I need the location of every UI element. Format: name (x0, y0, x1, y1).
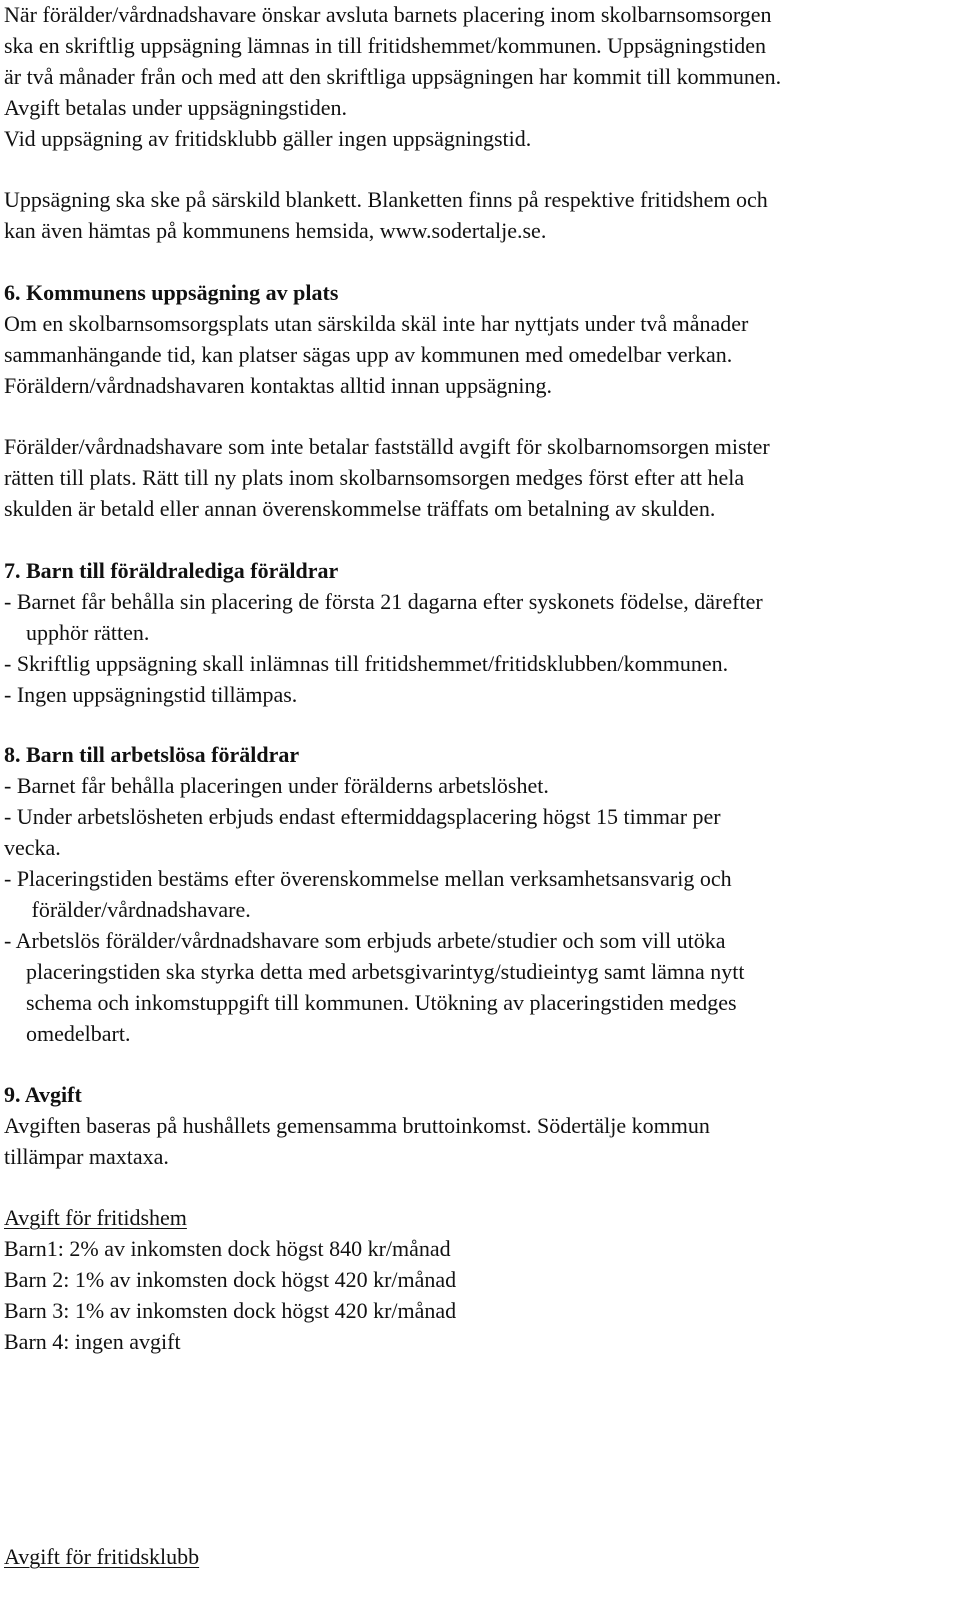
section-8-item: vecka. (4, 835, 61, 860)
section-9-heading: 9. Avgift (4, 1082, 82, 1107)
section-8-item: omedelbart. (4, 1021, 131, 1046)
fritidshem-fee-line: Barn1: 2% av inkomsten dock högst 840 kr/månad (4, 1236, 451, 1261)
fritidsklubb-title: Avgift för fritidsklubb (4, 1544, 200, 1569)
section-8-item: - Barnet får behålla placeringen under förälderns arbetslöshet. (4, 773, 549, 798)
section-6-line: sammanhängande tid, kan platser sägas upp av kommunen med omedelbar verkan. (4, 342, 733, 367)
intro-line: ska en skriftlig uppsägning lämnas in till fritidshemmet/kommunen. Uppsägningstiden (4, 33, 766, 58)
blankett-line: kan även hämtas på kommunens hemsida, www.sodertalje.se. (4, 218, 547, 243)
section-7-heading: 7. Barn till föräldralediga föräldrar (4, 558, 339, 583)
intro-line: Avgift betalas under uppsägningstiden. (4, 95, 347, 120)
intro-line: När förälder/vårdnadshavare önskar avsluta barnets placering inom skolbarnsomsorgen (4, 2, 772, 27)
blankett-line: Uppsägning ska ske på särskild blankett. Blanketten finns på respektive fritidshem och (4, 187, 768, 212)
section-8-item: schema och inkomstuppgift till kommunen. Utökning av placeringstiden medges (4, 990, 737, 1015)
section-8-item: - Under arbetslösheten erbjuds endast eftermiddagsplacering högst 15 timmar per (4, 804, 721, 829)
intro-line: Vid uppsägning av fritidsklubb gäller ingen uppsägningstid. (4, 126, 532, 151)
section-6-heading: 6. Kommunens uppsägning av plats (4, 280, 339, 305)
section-7-item: - Skriftlig uppsägning skall inlämnas till fritidshemmet/fritidsklubben/kommunen. (4, 651, 729, 676)
section-8-item: förälder/vårdnadshavare. (4, 897, 251, 922)
fritidshem-fee-line: Barn 4: ingen avgift (4, 1329, 181, 1354)
section-7-item: - Ingen uppsägningstid tillämpas. (4, 682, 298, 707)
section-9-line: tillämpar maxtaxa. (4, 1144, 169, 1169)
section-6-line: Föräldern/vårdnadshavaren kontaktas alltid innan uppsägning. (4, 373, 553, 398)
fritidshem-fee-line: Barn 3: 1% av inkomsten dock högst 420 kr/månad (4, 1298, 457, 1323)
section-6-line: Förälder/vårdnadshavare som inte betalar fastställd avgift för skolbarnomsorgen mister (4, 434, 770, 459)
section-6-line: skulden är betald eller annan överenskommelse träffats om betalning av skulden. (4, 496, 716, 521)
section-7-item: - Barnet får behålla sin placering de första 21 dagarna efter syskonets födelse, därefter (4, 589, 763, 614)
section-8-item: - Placeringstiden bestäms efter överenskommelse mellan verksamhetsansvarig och (4, 866, 732, 891)
fritidshem-title: Avgift för fritidshem (4, 1205, 187, 1230)
intro-line: är två månader från och med att den skriftliga uppsägningen har kommit till kommunen. (4, 64, 782, 89)
section-7-item: upphör rätten. (4, 620, 150, 645)
section-6-line: Om en skolbarnsomsorgsplats utan särskilda skäl inte har nyttjats under två månader (4, 311, 749, 336)
section-6-line: rätten till plats. Rätt till ny plats inom skolbarnsomsorgen medges först efter att hela (4, 465, 745, 490)
section-8-item: placeringstiden ska styrka detta med arbetsgivarintyg/studieintyg samt lämna nytt (4, 959, 745, 984)
section-8-item: - Arbetslös förälder/vårdnadshavare som erbjuds arbete/studier och som vill utöka (4, 928, 726, 953)
section-9-line: Avgiften baseras på hushållets gemensamma bruttoinkomst. Södertälje kommun (4, 1113, 710, 1138)
fritidshem-fee-line: Barn 2: 1% av inkomsten dock högst 420 kr/månad (4, 1267, 457, 1292)
section-8-heading: 8. Barn till arbetslösa föräldrar (4, 742, 300, 767)
